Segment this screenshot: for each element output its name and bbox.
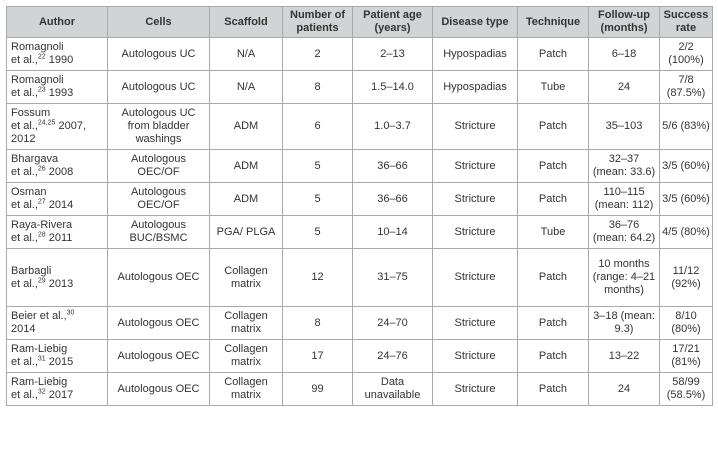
table-row [7,71,713,104]
cell-scaffold: Collagen matrix [210,307,283,340]
cell-number-of-patients: 2 [283,38,353,71]
cell-success-rate: 11/12 (92%) [660,249,713,307]
cell-disease-type: Stricture [433,340,518,373]
table-row [7,104,713,150]
table-row [7,183,713,216]
cell-disease-type: Stricture [433,249,518,307]
cell-number-of-patients: 8 [283,71,353,104]
cell-follow-up: 3–18 (mean: 9.3) [589,307,660,340]
cell-patient-age: 1.5–14.0 [353,71,433,104]
author-name: Bhargava [11,153,59,165]
cell-number-of-patients: 5 [283,150,353,183]
cell-author [7,150,108,183]
cell-success-rate: 3/5 (60%) [660,183,713,216]
header-cells: Cells [108,7,210,38]
cell-technique: Patch [518,183,589,216]
author-etal: et al., [11,277,38,290]
cell-scaffold: Collagen matrix [210,340,283,373]
cell-scaffold: ADM [210,150,283,183]
cell-follow-up: 10 months (range: 4–21 months) [589,249,660,307]
cell-cells: Autologous UC [108,71,210,104]
cell-follow-up: 36–76 (mean: 64.2) [589,216,660,249]
cell-follow-up: 32–37 (mean: 33.6) [589,150,660,183]
table-row [7,373,713,406]
cell-success-rate: 5/6 (83%) [660,104,713,150]
author-year: 2015 [45,356,74,368]
cell-disease-type: Stricture [433,150,518,183]
author-name: Ram-Liebig [11,376,68,388]
author-etal: et al., [11,232,38,244]
header-success-rate: Success rate [660,7,713,38]
cell-success-rate: 3/5 (60%) [660,150,713,183]
studies-table [6,6,713,406]
cell-cells: Autologous OEC [108,340,210,373]
cell-technique: Patch [518,150,589,183]
header-scaffold: Scaffold [210,7,283,38]
cell-disease-type: Stricture [433,216,518,249]
cell-author [7,183,108,216]
cell-number-of-patients: 8 [283,307,353,340]
cell-follow-up: 24 [589,373,660,406]
author-name: Beier et al., [11,310,67,322]
cell-scaffold: N/A [210,38,283,71]
author-year: 2014 [11,323,36,335]
reference-superscript: 27 [37,198,46,206]
author-year: 1990 [45,54,74,66]
cell-patient-age: 10–14 [353,216,433,249]
author-year: 2017 [45,389,74,401]
cell-scaffold: ADM [210,183,283,216]
cell-number-of-patients: 5 [283,216,353,249]
cell-success-rate: 8/10 (80%) [660,307,713,340]
author-year: 2008 [45,166,74,178]
table-row [7,249,713,307]
cell-patient-age: 24–76 [353,340,433,373]
header-number-of-patients: Number of patients [283,7,353,38]
cell-patient-age: 2–13 [353,38,433,71]
table-row [7,216,713,249]
reference-superscript: 32 [37,388,46,396]
cell-disease-type: Stricture [433,104,518,150]
author-name: Romagnoli [11,74,64,86]
author-name: Osman [11,186,47,198]
author-etal: et al., [11,389,38,401]
cell-technique: Patch [518,249,589,307]
author-year: 1993 [45,87,74,99]
cell-disease-type: Hypospadias [433,71,518,104]
header-patient-age: Patient age (years) [353,7,433,38]
reference-superscript: 31 [37,355,46,363]
cell-cells: Autologous UC from bladder washings [108,104,210,150]
reference-superscript: 28 [37,231,46,239]
cell-scaffold: N/A [210,71,283,104]
cell-scaffold: PGA/ PLGA [210,216,283,249]
cell-disease-type: Hypospadias [433,38,518,71]
cell-number-of-patients: 99 [283,373,353,406]
author-name: Raya-Rivera [11,219,73,231]
cell-scaffold: ADM [210,104,283,150]
cell-follow-up: 35–103 [589,104,660,150]
cell-technique: Patch [518,38,589,71]
author-etal: et al., [11,87,38,99]
cell-patient-age: 36–66 [353,183,433,216]
cell-disease-type: Stricture [433,307,518,340]
table-row [7,150,713,183]
reference-superscript: 29 [37,276,46,284]
cell-author [7,307,108,340]
cell-cells: Autologous BUC/BSMC [108,216,210,249]
cell-follow-up: 13–22 [589,340,660,373]
cell-follow-up: 110–115 (mean: 112) [589,183,660,216]
cell-cells: Autologous UC [108,38,210,71]
cell-patient-age: 24–70 [353,307,433,340]
reference-superscript: 24,25 [37,119,56,127]
cell-author [7,71,108,104]
author-year: 2007, 2012 [11,120,87,145]
cell-technique: Patch [518,307,589,340]
author-etal: et al., [11,356,38,368]
cell-disease-type: Stricture [433,183,518,216]
cell-cells: Autologous OEC/OF [108,150,210,183]
cell-author [7,249,108,307]
author-name: Fossum [11,107,51,119]
author-year: 2013 [45,277,74,290]
cell-number-of-patients: 6 [283,104,353,150]
cell-patient-age: 36–66 [353,150,433,183]
cell-author [7,38,108,71]
author-name: Barbagli [11,264,52,277]
reference-superscript: 26 [37,165,46,173]
table-row [7,38,713,71]
header-row [7,7,713,38]
cell-number-of-patients: 17 [283,340,353,373]
header-follow-up: Follow-up (months) [589,7,660,38]
cell-success-rate: 58/99 (58.5%) [660,373,713,406]
cell-success-rate: 2/2 (100%) [660,38,713,71]
cell-follow-up: 6–18 [589,38,660,71]
author-etal: et al., [11,166,38,178]
table-body [7,38,713,406]
author-etal: et al., [11,54,38,66]
cell-technique: Patch [518,373,589,406]
header-disease-type: Disease type [433,7,518,38]
author-name: Ram-Liebig [11,343,68,355]
cell-number-of-patients: 12 [283,249,353,307]
header-author: Author [7,7,108,38]
table-row [7,307,713,340]
cell-follow-up: 24 [589,71,660,104]
cell-number-of-patients: 5 [283,183,353,216]
cell-success-rate: 17/21 (81%) [660,340,713,373]
cell-scaffold: Collagen matrix [210,373,283,406]
cell-disease-type: Stricture [433,373,518,406]
reference-superscript: 30 [66,309,75,317]
author-year: 2011 [45,232,73,244]
cell-author [7,373,108,406]
cell-cells: Autologous OEC [108,307,210,340]
cell-success-rate: 4/5 (80%) [660,216,713,249]
cell-cells: Autologous OEC [108,249,210,307]
cell-technique: Tube [518,216,589,249]
cell-success-rate: 7/8 (87.5%) [660,71,713,104]
cell-technique: Patch [518,104,589,150]
author-etal: et al., [11,120,38,132]
cell-patient-age: Data unavailable [353,373,433,406]
author-etal: et al., [11,199,38,211]
table-row [7,340,713,373]
cell-scaffold: Collagen matrix [210,249,283,307]
author-name: Romagnoli [11,41,64,53]
cell-cells: Autologous OEC/OF [108,183,210,216]
cell-technique: Tube [518,71,589,104]
cell-technique: Patch [518,340,589,373]
header-technique: Technique [518,7,589,38]
reference-superscript: 22 [37,53,46,61]
cell-author [7,340,108,373]
cell-patient-age: 1.0–3.7 [353,104,433,150]
cell-author [7,104,108,150]
author-year: 2014 [45,199,74,211]
cell-patient-age: 31–75 [353,249,433,307]
cell-cells: Autologous OEC [108,373,210,406]
cell-author [7,216,108,249]
reference-superscript: 23 [37,86,46,94]
